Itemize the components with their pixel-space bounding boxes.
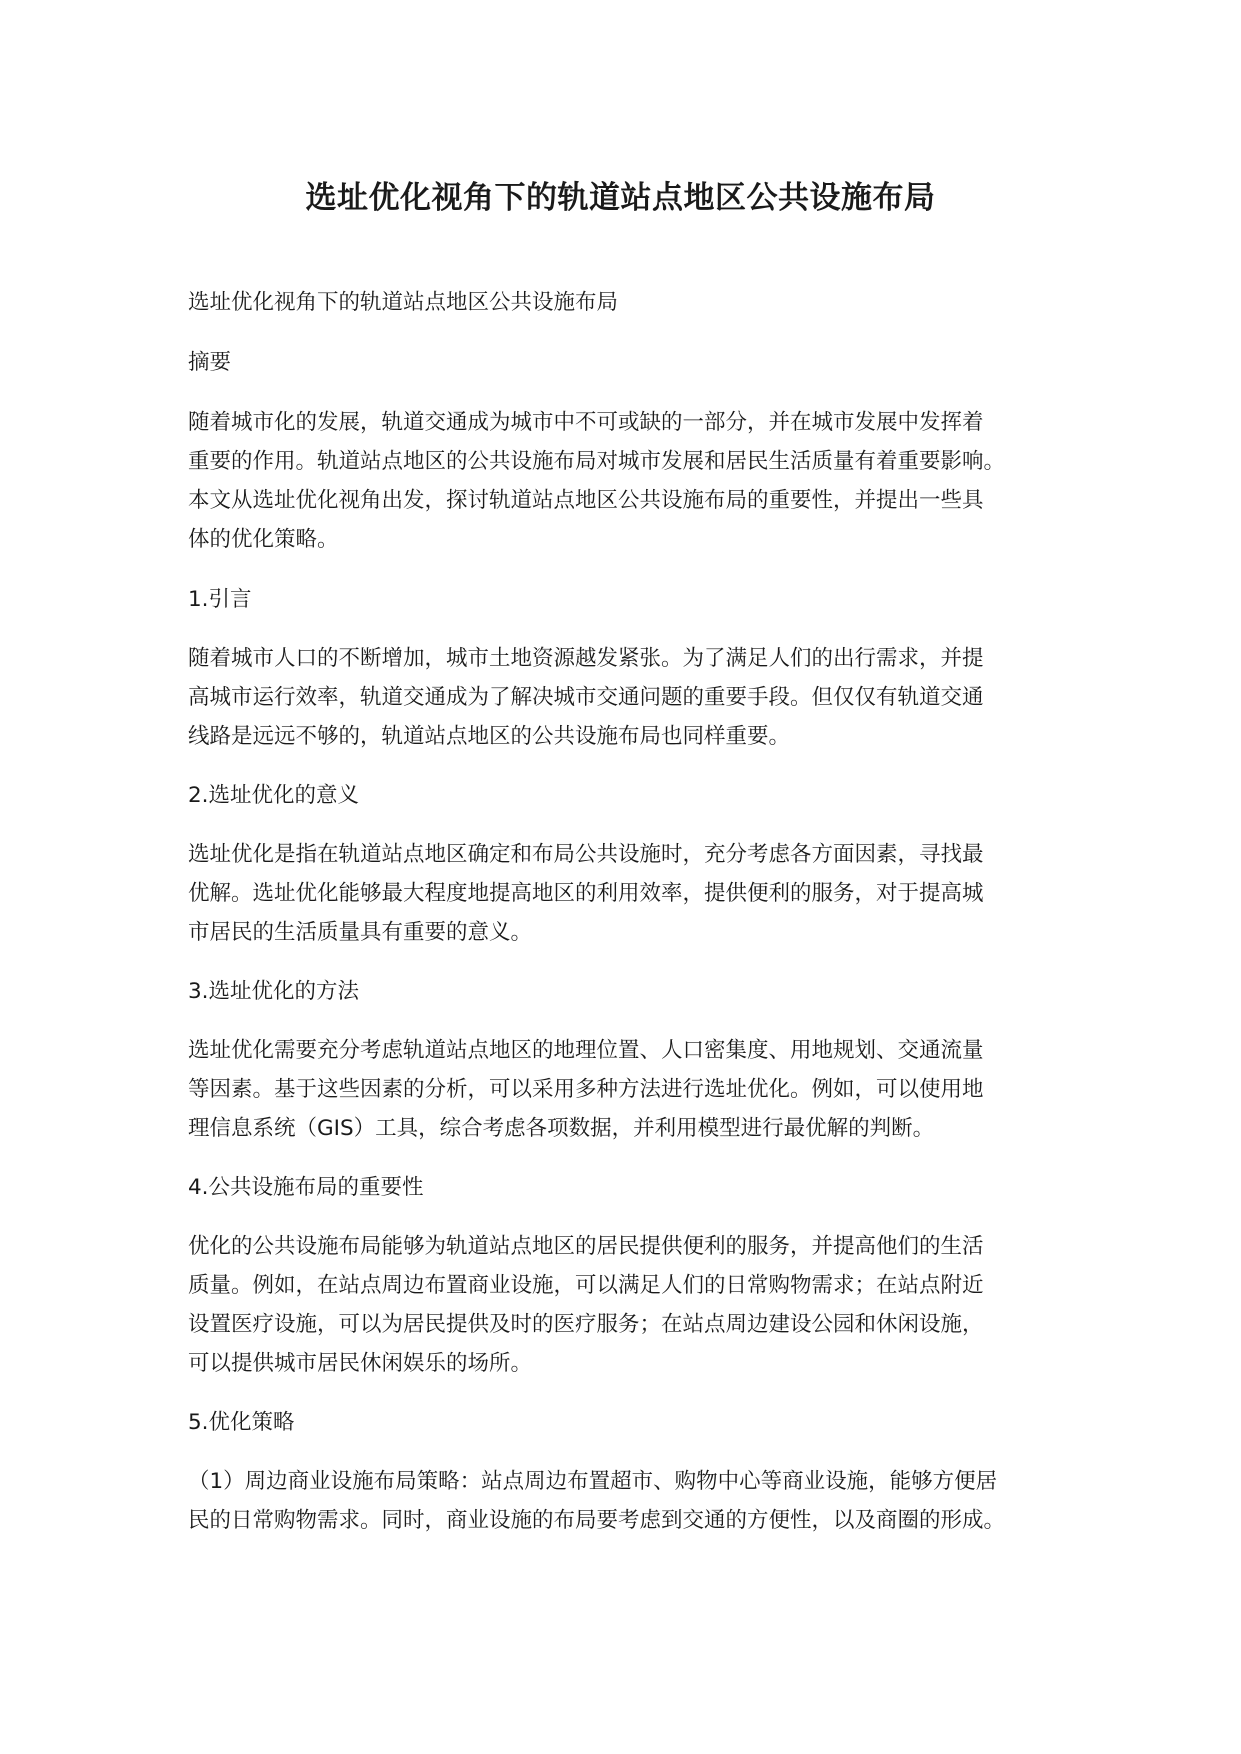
abstract-heading: 摘要 — [188, 350, 232, 375]
paragraph-line: （1）周边商业设施布局策略：站点周边布置超市、购物中心等商业设施，能够方便居 — [188, 1469, 998, 1494]
section-paragraph-methods — [188, 1031, 1078, 1148]
paragraph-line: 等因素。基于这些因素的分析，可以采用多种方法进行选址优化。例如，可以使用地 — [188, 1077, 984, 1102]
paragraph-line: 随着城市人口的不断增加，城市土地资源越发紧张。为了满足人们的出行需求，并提 — [188, 646, 984, 671]
paragraph-line: 选址优化是指在轨道站点地区确定和布局公共设施时，充分考虑各方面因素，寻找最 — [188, 842, 984, 867]
abstract-line: 重要的作用。轨道站点地区的公共设施布局对城市发展和居民生活质量有着重要影响。 — [188, 449, 1006, 474]
paragraph-line: 线路是远远不够的，轨道站点地区的公共设施布局也同样重要。 — [188, 724, 791, 749]
document-body — [188, 283, 1078, 1540]
section-paragraph-introduction — [188, 639, 1078, 756]
paragraph-line: 民的日常购物需求。同时，商业设施的布局要考虑到交通的方便性，以及商圈的形成。 — [188, 1508, 1006, 1533]
section-heading-introduction: 1.引言 — [188, 587, 252, 612]
section-heading-significance: 2.选址优化的意义 — [188, 783, 360, 808]
paragraph-line: 设置医疗设施，可以为居民提供及时的医疗服务；在站点周边建设公园和休闲设施， — [188, 1312, 984, 1337]
subtitle: 选址优化视角下的轨道站点地区公共设施布局 — [188, 290, 619, 315]
paragraph-line: 优化的公共设施布局能够为轨道站点地区的居民提供便利的服务，并提高他们的生活 — [188, 1234, 984, 1259]
section-heading-methods: 3.选址优化的方法 — [188, 979, 360, 1004]
abstract-line: 随着城市化的发展，轨道交通成为城市中不可或缺的一部分，并在城市发展中发挥着 — [188, 410, 984, 435]
section-paragraph-strategies — [188, 1462, 1078, 1540]
paragraph-line: 高城市运行效率，轨道交通成为了解决城市交通问题的重要手段。但仅仅有轨道交通 — [188, 685, 984, 710]
section-paragraph-significance — [188, 835, 1078, 952]
paragraph-line: 优解。选址优化能够最大程度地提高地区的利用效率，提供便利的服务，对于提高城 — [188, 881, 984, 906]
abstract-paragraph — [188, 403, 1078, 559]
abstract-line: 体的优化策略。 — [188, 527, 339, 552]
paragraph-line: 选址优化需要充分考虑轨道站点地区的地理位置、人口密集度、用地规划、交通流量 — [188, 1038, 984, 1063]
document-title: 选址优化视角下的轨道站点地区公共设施布局 — [305, 180, 936, 216]
section-heading-strategies: 5.优化策略 — [188, 1410, 295, 1435]
paragraph-line: 市居民的生活质量具有重要的意义。 — [188, 920, 533, 945]
section-heading-importance: 4.公共设施布局的重要性 — [188, 1175, 424, 1200]
paragraph-line: 可以提供城市居民休闲娱乐的场所。 — [188, 1351, 533, 1376]
abstract-line: 本文从选址优化视角出发，探讨轨道站点地区公共设施布局的重要性，并提出一些具 — [188, 488, 984, 513]
paragraph-line: 质量。例如，在站点周边布置商业设施，可以满足人们的日常购物需求；在站点附近 — [188, 1273, 984, 1298]
paragraph-line: 理信息系统（GIS）工具，综合考虑各项数据，并利用模型进行最优解的判断。 — [188, 1116, 935, 1141]
section-paragraph-importance — [188, 1227, 1078, 1383]
